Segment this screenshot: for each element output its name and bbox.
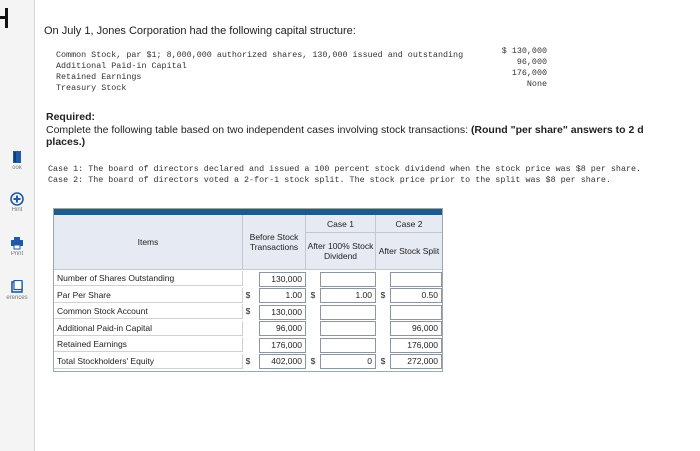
capital-item-value: 96,000 — [516, 57, 547, 67]
print-icon — [10, 236, 24, 250]
before-value-input[interactable]: 176,000 — [259, 338, 306, 353]
case1-value-input[interactable] — [320, 321, 376, 336]
case2-value-input[interactable]: 96,000 — [390, 321, 442, 336]
required-instructions — [46, 124, 700, 136]
case2-value-input[interactable]: 272,000 — [390, 354, 442, 369]
case1-dollar-sign — [308, 321, 318, 336]
required-heading: Required: — [46, 111, 96, 123]
header-case1-top: Case 1 — [306, 215, 376, 233]
before-value-input[interactable]: 402,000 — [259, 354, 306, 369]
case1-dollar-sign: $ — [310, 355, 316, 366]
references-icon — [10, 280, 24, 294]
capital-structure-labels — [56, 50, 463, 94]
before-dollar-sign — [243, 337, 253, 352]
book-icon — [10, 150, 24, 164]
capital-item-value: None — [526, 79, 547, 89]
case-1-description: Case 1: The board of directors declared and issued a 100 percent stock dividend when the stock price was $8 per share. — [48, 164, 642, 174]
row-label: Par Per Share — [54, 288, 243, 303]
row-label: Total Stockholders' Equity — [54, 354, 243, 369]
rounding-note-cont: places.) — [46, 136, 86, 148]
case2-dollar-sign — [378, 304, 388, 319]
case1-dollar-sign — [308, 271, 318, 286]
before-value-input[interactable]: 130,000 — [259, 305, 306, 320]
case2-value-input[interactable]: 0.50 — [390, 288, 442, 303]
sidebar-item-hint[interactable] — [0, 192, 34, 213]
problem-intro: On July 1, Jones Corporation had the following capital structure: — [44, 25, 356, 37]
before-value-input[interactable]: 96,000 — [259, 321, 306, 336]
sidebar-item-label: ook — [12, 165, 22, 171]
rounding-note: (Round "per share" answers to 2 d — [470, 124, 644, 136]
capital-structure-values — [502, 46, 547, 90]
case1-value-input[interactable] — [320, 272, 376, 287]
row-label: Number of Shares Outstanding — [54, 271, 243, 286]
before-dollar-sign: $ — [245, 306, 251, 316]
stock-transactions-table — [53, 208, 443, 372]
before-dollar-sign — [243, 271, 253, 286]
case1-value-input[interactable] — [320, 338, 376, 353]
before-value-input[interactable]: 1.00 — [259, 288, 306, 303]
before-dollar-sign — [243, 321, 253, 336]
sidebar-item-label: Print — [10, 251, 24, 257]
row-label: Retained Earnings — [54, 337, 243, 352]
hint-icon — [10, 192, 24, 206]
sidebar-item-print[interactable] — [0, 236, 34, 257]
sidebar-item-label: Hint — [11, 207, 23, 213]
case2-dollar-sign — [378, 321, 388, 336]
left-toolbar — [0, 0, 35, 451]
before-dollar-sign: $ — [245, 355, 251, 366]
case-descriptions — [48, 164, 641, 186]
case2-value-input[interactable]: 176,000 — [390, 338, 442, 353]
required-text: Complete the following table based on two independent cases involving stock transactions: — [46, 124, 469, 136]
case1-dollar-sign: $ — [310, 289, 316, 300]
capital-item-label: Treasury Stock — [56, 83, 127, 93]
row-label: Common Stock Account — [54, 304, 243, 319]
plus-icon — [0, 0, 14, 36]
case2-value-input[interactable] — [390, 305, 442, 320]
capital-item-label: Retained Earnings — [56, 72, 142, 82]
capital-item-label: Common Stock, par $1; 8,000,000 authorized shares, 130,000 issued and outstanding — [56, 50, 464, 60]
header-case2-top: Case 2 — [376, 215, 442, 233]
case1-value-input[interactable]: 0 — [320, 354, 376, 369]
case1-dollar-sign — [308, 337, 318, 352]
row-label: Additional Paid-in Capital — [54, 321, 243, 336]
header-items: Items — [54, 215, 243, 270]
case1-value-input[interactable] — [320, 305, 376, 320]
before-value-input[interactable]: 130,000 — [259, 272, 306, 287]
before-dollar-sign: $ — [245, 289, 251, 300]
header-case1: After 100% Stock Dividend — [306, 233, 376, 270]
sidebar-item-ebook[interactable] — [0, 150, 34, 171]
case2-dollar-sign: $ — [380, 355, 386, 366]
capital-item-label: Additional Paid-in Capital — [56, 61, 187, 71]
header-case2: After Stock Split — [376, 233, 442, 270]
sidebar-item-label: erences — [6, 295, 28, 301]
capital-item-value: 176,000 — [511, 68, 547, 78]
capital-item-value: $ 130,000 — [501, 46, 547, 56]
case1-dollar-sign — [308, 304, 318, 319]
case-2-description: Case 2: The board of directors voted a 2-for-1 stock split. The stock price prior to the split was $8 per share. — [48, 175, 611, 185]
case1-value-input[interactable]: 1.00 — [320, 288, 376, 303]
header-before: Before Stock Transactions — [243, 215, 306, 270]
case2-dollar-sign — [378, 271, 388, 286]
case2-dollar-sign: $ — [380, 289, 386, 300]
case2-dollar-sign — [378, 337, 388, 352]
sidebar-item-references[interactable] — [0, 280, 34, 301]
case2-value-input[interactable] — [390, 272, 442, 287]
